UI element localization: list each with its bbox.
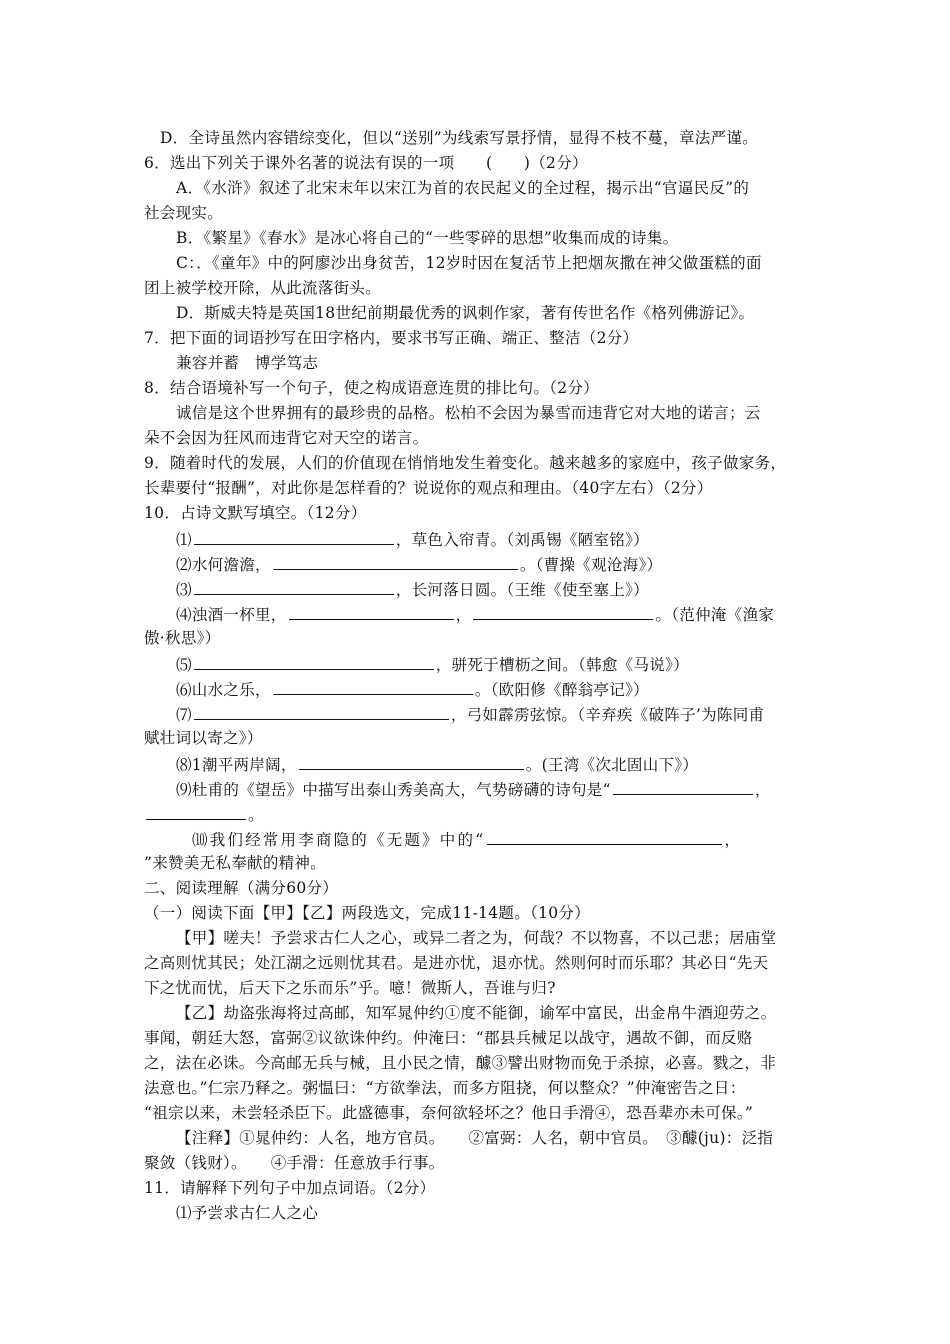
q10-item-8-source: 。(王湾《次北固山下》） bbox=[525, 756, 699, 774]
q8-text-cont: 朵不会因为狂风而违背它对天空的诺言。 bbox=[144, 429, 429, 447]
q6-option-a-cont: 社会现实。 bbox=[144, 204, 224, 222]
reading-one-instructions: （一）阅读下面【甲】【乙】两段选文，完成11-14题。（10分） bbox=[144, 904, 591, 922]
q10-item-3 bbox=[176, 576, 649, 602]
q10-item-4-cont: 傲·秋思》） bbox=[144, 629, 221, 647]
passage-yi-line-1: 【乙】劫盗张海将过高邮，知军晁仲约①度不能御，谕军中富民，出金帛牛酒迎劳之。 bbox=[176, 1004, 777, 1022]
answer-blank[interactable] bbox=[273, 551, 518, 570]
q10-item-4-comma: ， bbox=[455, 606, 472, 624]
q7-stem: 7．把下面的词语抄写在田字格内，要求书写正确、端正、整洁（2分） bbox=[144, 329, 639, 347]
q10-stem: 10．占诗文默写填空。（12分） bbox=[144, 504, 367, 522]
q10-item-7-text: ，弓如霹雳弦惊。（辛弃疾《破阵子’为陈同甫 bbox=[450, 706, 765, 724]
q6-stem: 6．选出下列关于课外名著的说法有误的一项 ( )（2分） bbox=[144, 154, 588, 172]
q9-stem: 9．随着时代的发展，人们的价值现在悄悄地发生着变化。越来越多的家庭中，孩子做家务， bbox=[144, 454, 787, 472]
q6-option-a: A．《水浒》叙述了北宋末年以宋江为首的农民起义的全过程，揭示出“官逼民反”的 bbox=[176, 179, 750, 197]
q10-item-2-text: ⑵水何澹澹， bbox=[176, 556, 271, 574]
passage-jia-line-2: 之高则忧其民；处江湖之远则忧其君。是进亦忧，退亦忧。然则何时而乐耶？其必日“先天 bbox=[144, 954, 769, 972]
q10-item-9-end: 。 bbox=[248, 806, 264, 824]
q10-item-9 bbox=[176, 776, 771, 802]
q10-item-9-cont bbox=[144, 801, 264, 827]
answer-blank[interactable] bbox=[194, 526, 394, 545]
q10-item-5 bbox=[176, 651, 689, 677]
q9-stem-cont: 长辈要付“报酬”，对此你是怎样看的？说说你的观点和理由。（40字左右）（2分） bbox=[144, 479, 713, 497]
q10-item-5-text: ，骈死于槽枥之间。（韩愈《马说》） bbox=[435, 656, 689, 674]
q7-words: 兼容并蓄 博学笃志 bbox=[176, 354, 319, 372]
answer-blank[interactable] bbox=[299, 751, 524, 770]
q10-item-6-text: ⑹山水之乐， bbox=[176, 681, 271, 699]
q10-item-5-number: ⑸ bbox=[176, 656, 192, 674]
q10-item-7-number: ⑺ bbox=[176, 706, 192, 724]
q10-item-10 bbox=[192, 826, 742, 852]
answer-blank[interactable] bbox=[194, 651, 434, 670]
answer-blank[interactable] bbox=[146, 801, 246, 820]
q5-option-d: D．全诗虽然内容错综变化，但以“送别”为线索写景抒情，显得不枝不蔓，章法严谨。 bbox=[160, 129, 758, 147]
passage-yi-line-2: 事闻，朝廷大怒，富弼②议欲诛仲约。仲淹曰：“郡县兵械足以战守，遇故不御，而反赂 bbox=[144, 1029, 753, 1047]
q10-item-8 bbox=[176, 751, 698, 777]
q10-item-2-source: 。（曹操《观沧海》） bbox=[519, 556, 663, 574]
q10-item-7-cont: 赋壮词以寄之》） bbox=[144, 729, 263, 747]
answer-blank[interactable] bbox=[487, 826, 722, 845]
q10-item-1 bbox=[176, 526, 649, 552]
q11-stem: 11．请解释下列句子中加点词语。（2分） bbox=[144, 1179, 436, 1197]
q10-item-8-text: ⑻1潮平两岸阔， bbox=[176, 756, 297, 774]
q10-item-10-cont: ”来赞美无私奉献的精神。 bbox=[144, 854, 327, 872]
passage-jia-line-1: 【甲】嗟夫！予尝求古仁人之心，或异二者之为，何哉？不以物喜，不以己悲；居庙堂 bbox=[176, 929, 777, 947]
q8-stem: 8．结合语境补写一个句子，使之构成语意连贯的排比句。（2分） bbox=[144, 379, 599, 397]
q10-item-7 bbox=[176, 701, 764, 727]
q10-item-4-source: 。（范仲淹《渔家 bbox=[655, 606, 775, 624]
answer-blank[interactable] bbox=[194, 701, 449, 720]
q6-option-d: D．斯威夫特是英国18世纪前期最优秀的讽刺作家，著有传世名作《格列佛游记》。 bbox=[176, 304, 755, 322]
answer-blank[interactable] bbox=[194, 576, 394, 595]
q10-item-1-text: ，草色入帘青。（刘禹锡《陋室铭》） bbox=[395, 531, 649, 549]
answer-blank[interactable] bbox=[473, 601, 653, 620]
q10-item-9-comma: ， bbox=[754, 781, 771, 799]
q10-item-6 bbox=[176, 676, 649, 702]
q6-option-c: C：．《童年》中的阿廖沙出身贫苦，12岁时因在复活节上把烟灰撒在神父做蛋糕的面 bbox=[176, 254, 762, 272]
q10-item-10-comma: ， bbox=[724, 831, 743, 849]
passage-yi-line-5: “祖宗以来，未尝轻杀臣下。此盛德事，奈何欲轻坏之？他日手滑④，恐吾辈亦未可保。” bbox=[144, 1104, 754, 1122]
q10-item-10-text: ⑽我们经常用李商隐的《无题》中的“ bbox=[192, 831, 486, 849]
q6-option-b: B．《繁星》《春水》是冰心将自己的“一些零碎的思想”收集而成的诗集。 bbox=[176, 229, 679, 247]
section-two-heading: 二、阅读理解（满分60分） bbox=[144, 879, 339, 897]
q10-item-1-number: ⑴ bbox=[176, 531, 192, 549]
annotation-line-2: 聚敛（钱财）。 ④手滑：任意放手行事。 bbox=[144, 1154, 445, 1172]
q6-option-c-cont: 团上被学校开除，从此流落街头。 bbox=[144, 279, 382, 297]
annotation-line-1: 【注释】①晁仲约：人名，地方官员。 ②富弼：人名，朝中官员。 ③醵(ju)：泛指 bbox=[176, 1129, 774, 1147]
q10-item-6-source: 。（欧阳修《醉翁亭记》） bbox=[474, 681, 649, 699]
q8-text: 诚信是这个世界拥有的最珍贵的品格。松柏不会因为暴雪而违背它对大地的诺言；云 bbox=[176, 404, 761, 422]
q11-item-1: ⑴予尝求古仁人之心 bbox=[176, 1204, 319, 1222]
q10-item-2 bbox=[176, 551, 662, 577]
answer-blank[interactable] bbox=[273, 676, 473, 695]
passage-yi-line-4: 法意也。”仁宗乃释之。粥愠曰：“方欲拳法，而多方阻挠，何以整众？”仲淹密告之日： bbox=[144, 1079, 746, 1097]
passage-jia-line-3: 下之忧而忧，后天下之乐而乐”乎。噫！微斯人，吾谁与归? bbox=[144, 979, 556, 997]
answer-blank[interactable] bbox=[289, 601, 454, 620]
passage-yi-line-3: 之，法在必诛。今高邮无兵与械，且小民之情，醵③譬出财物而免于杀掠，必喜。戮之，非 bbox=[144, 1054, 777, 1072]
q10-item-4 bbox=[176, 601, 774, 627]
q10-item-4-text: ⑷浊酒一杯里， bbox=[176, 606, 287, 624]
q10-item-9-text: ⑼杜甫的《望岳》中描写出泰山秀美高大，气势磅礴的诗句是“ bbox=[176, 781, 611, 799]
answer-blank[interactable] bbox=[613, 776, 753, 795]
q10-item-3-number: ⑶ bbox=[176, 581, 192, 599]
q10-item-3-text: ，长河落日圆。（王维《使至塞上》） bbox=[395, 581, 649, 599]
